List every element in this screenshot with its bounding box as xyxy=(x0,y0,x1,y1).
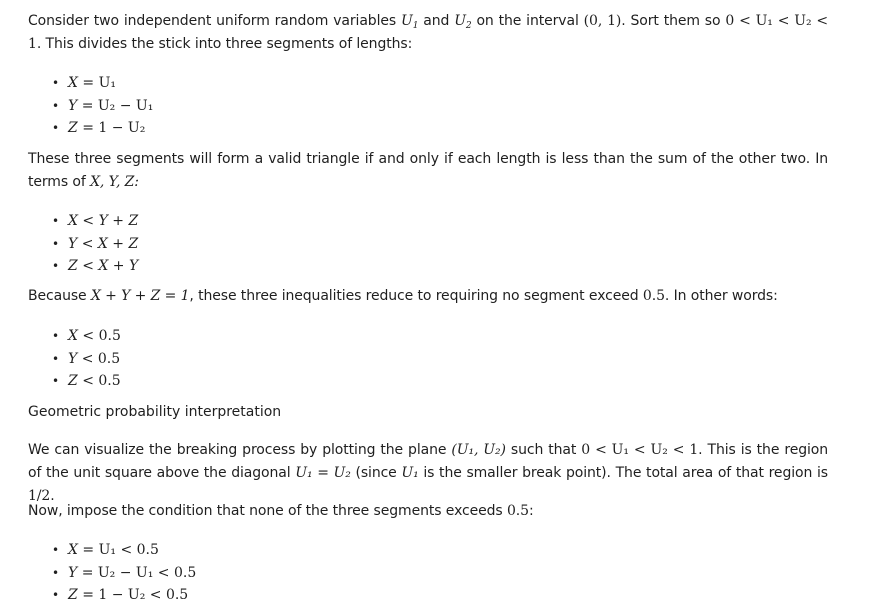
intro-text-1: Consider two independent uniform random variables xyxy=(28,13,397,29)
section-heading: Geometric probability interpretation xyxy=(28,404,282,420)
half-value: 0.5 xyxy=(642,288,665,304)
area-expr: 1/2 xyxy=(28,488,51,504)
intro-on-interval: on the interval xyxy=(476,13,579,29)
impose-paragraph: Now, impose the condition that none of the three segments exceeds 0.5: xyxy=(28,503,534,519)
list-item: • Z = 1 − U₂ xyxy=(52,120,146,136)
list-item: • X < Y + Z xyxy=(52,213,139,229)
order-expr: 0 < U₁ < U₂ < 1 xyxy=(28,13,828,52)
intro-sort: . Sort them so xyxy=(621,13,721,29)
list-item: • Y < 0.5 xyxy=(52,350,121,367)
list-item: • X = U₁ xyxy=(52,75,117,91)
diag-expr: U₁ = U₂ xyxy=(295,465,351,481)
half-inequalities-list xyxy=(28,325,828,393)
u2-var: $U_2$ xyxy=(454,13,472,31)
list-item: • Y = U₂ − U₁ < 0.5 xyxy=(52,564,197,581)
list-item: • X = U₁ < 0.5 xyxy=(52,542,159,558)
list-item: • Z < 0.5 xyxy=(52,373,121,389)
pair-expr: (U₁, U₂) xyxy=(451,442,506,458)
intro-and: and xyxy=(423,13,450,29)
list-item: • X < 0.5 xyxy=(52,328,121,344)
list-item: • Z = 1 − U₂ < 0.5 xyxy=(52,587,189,603)
interval-expr: (0, 1) xyxy=(583,13,622,29)
because-paragraph: Because X + Y + Z = 1, these three inequalities reduce to requiring no segment exceed 0.5. In other words: xyxy=(28,288,778,304)
triangle-inequalities-list xyxy=(28,210,828,278)
u1-expr: U₁ xyxy=(401,465,419,481)
sum-expr: X + Y + Z = 1 xyxy=(90,288,190,304)
geometric-paragraph: We can visualize the breaking process by plotting the plane (U₁, U₂) such that 0 < U₁ < U₂ < 1. This is the region of the unit square above the diagonal U₁ = U₂ (since U₁ is the smaller break point). The total area of that region is 1/2. xyxy=(28,442,829,504)
half-value-2: 0.5 xyxy=(506,503,529,519)
segments-list xyxy=(28,72,828,140)
list-item: • Z < X + Y xyxy=(52,258,139,274)
list-item: • Y < X + Z xyxy=(52,235,139,252)
list-item: • Y = U₂ − U₁ xyxy=(52,97,154,114)
intro-paragraph xyxy=(28,10,828,56)
triangle-paragraph: These three segments will form a valid triangle if and only if each length is less than the sum of the other two. In terms of X, Y, Z: xyxy=(28,151,828,190)
vars-expr: X, Y, Z: xyxy=(90,174,139,190)
final-inequalities-list xyxy=(28,539,828,607)
u1-var: $U_1$ xyxy=(401,13,419,31)
intro-this: . This divides the stick into three segments of lengths: xyxy=(36,36,413,52)
order-expr-2: 0 < U₁ < U₂ < 1 xyxy=(581,442,699,458)
